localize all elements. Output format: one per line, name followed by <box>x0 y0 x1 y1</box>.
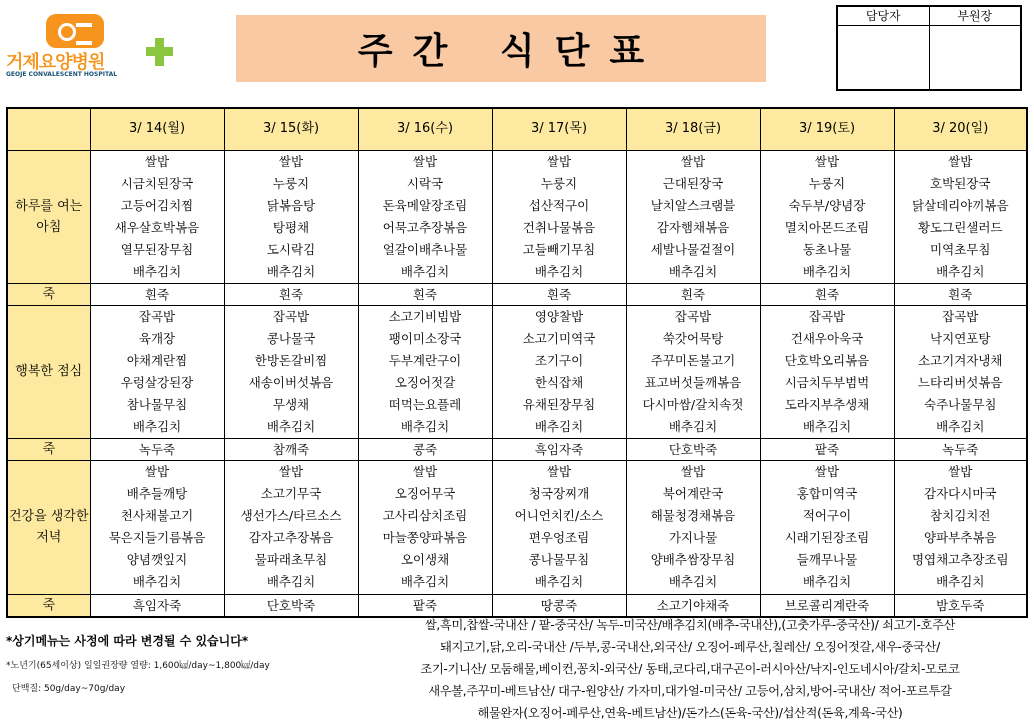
calorie-note: *노년기(65세이상) 일일권장량 열량: 1,600㎉/day~1,800㎉/day <box>6 661 270 671</box>
meal-cell <box>626 305 760 438</box>
meal-cell <box>358 305 492 438</box>
porridge-cell: 단호박죽 <box>224 594 358 617</box>
porridge-cell: 밤호두죽 <box>894 594 1027 617</box>
menu-item: 배추김치 <box>936 573 985 589</box>
menu-item: 건새우아욱국 <box>790 330 864 346</box>
approval-sign-vice-director <box>929 25 1021 90</box>
menu-item: 참나물무침 <box>126 396 188 412</box>
menu-item: 쌀밥 <box>412 463 438 479</box>
meal-cell <box>224 305 358 438</box>
menu-item: 배추김치 <box>132 418 182 434</box>
menu-item: 오징어무국 <box>394 485 456 501</box>
meal-cell <box>626 150 760 283</box>
menu-item: 쌀밥 <box>680 463 706 479</box>
menu-item: 배추김치 <box>400 573 450 589</box>
menu-item: 도라지부추생채 <box>784 396 870 412</box>
menu-item: 양파부추볶음 <box>924 529 997 545</box>
menu-item: 쌀밥 <box>546 463 572 479</box>
menu-item: 쌀밥 <box>412 153 438 169</box>
porridge-cell: 녹두죽 <box>90 438 224 460</box>
meal-cell <box>90 305 224 438</box>
menu-item: 낙지연포탕 <box>930 330 991 346</box>
menu-item: 가지나물 <box>668 529 718 545</box>
date-mon: 3/ 14(월) <box>90 108 224 150</box>
menu-item: 배추김치 <box>266 573 316 589</box>
menu-item: 묵은지들기름볶음 <box>108 529 206 545</box>
meal-cell <box>90 460 224 594</box>
menu-item: 닭볶음탕 <box>266 197 316 213</box>
menu-item: 시금치두부범벅 <box>784 374 870 390</box>
meal-cell <box>894 460 1027 594</box>
menu-item: 다시마쌈/갈치속젓 <box>642 396 744 412</box>
date-header-row <box>7 108 1027 150</box>
porridge-cell: 팥죽 <box>358 594 492 617</box>
menu-item: 천사채불고기 <box>120 507 194 523</box>
meal-label: 죽 <box>7 594 90 617</box>
menu-item: 편우엉조림 <box>528 529 590 545</box>
porridge-cell: 땅콩죽 <box>492 594 626 617</box>
menu-item: 한식잡채 <box>534 374 584 390</box>
meal-cell <box>358 460 492 594</box>
menu-item: 멸치아몬드조림 <box>784 219 870 235</box>
menu-item: 새송이버섯볶음 <box>248 374 334 390</box>
meal-cell <box>492 460 626 594</box>
menu-item: 팽이미소장국 <box>388 330 462 346</box>
date-wed: 3/ 16(수) <box>358 108 492 150</box>
menu-item: 잡곡밥 <box>808 308 846 324</box>
menu-item: 콩나물무침 <box>528 551 590 567</box>
notes <box>6 632 336 694</box>
meal-cell <box>760 305 894 438</box>
menu-item: 시금치된장국 <box>120 175 194 191</box>
menu-item: 감자고추장볶음 <box>248 529 334 545</box>
porridge-cell: 흑임자죽 <box>492 438 626 460</box>
menu-item: 숙주나물무침 <box>924 396 997 412</box>
meal-cell <box>760 460 894 594</box>
origin-line: 쌀,흑미,찹쌀-국내산 / 팥-중국산/ 녹두-미국산/배추김치(배추-국내산),(고춧가루-중국산)/ 쇠고기-호주산 <box>424 618 956 632</box>
menu-item: 도시락김 <box>266 241 316 257</box>
meal-cell <box>224 460 358 594</box>
origin-line: 조기-기니산/ 모둠해물,베이컨,꽁치-외국산/ 동태,코다리,대구곤이-러시아산/낙지-인도네시아/갈치-모로코 <box>420 662 960 676</box>
menu-item: 잡곡밥 <box>674 308 712 324</box>
menu-item: 배추김치 <box>534 418 584 434</box>
menu-item: 주꾸미돈불고기 <box>650 352 736 368</box>
porridge-cell: 흰죽 <box>492 283 626 305</box>
menu-item: 야채계란찜 <box>126 352 188 368</box>
menu-item: 시래기된장조림 <box>784 529 870 545</box>
menu-item: 황도그린샐러드 <box>917 219 1003 235</box>
menu-item: 명엽채고추장조림 <box>911 551 1009 567</box>
menu-item: 고사리삼치조림 <box>382 507 468 523</box>
menu-item: 단호박오리볶음 <box>784 352 870 368</box>
date-tue: 3/ 15(화) <box>224 108 358 150</box>
menu-item: 누룽지 <box>808 175 846 191</box>
logo-badge-icon <box>46 14 104 48</box>
date-sun: 3/ 20(일) <box>894 108 1027 150</box>
hospital-logo <box>6 10 176 80</box>
menu-item: 배추김치 <box>802 573 852 589</box>
menu-item: 쌀밥 <box>948 463 973 479</box>
meal-cell <box>760 150 894 283</box>
porridge-cell: 브로콜리계란죽 <box>760 594 894 617</box>
menu-item: 오징어젓갈 <box>394 374 456 390</box>
menu-item: 물파래초무침 <box>254 551 328 567</box>
corner-cell <box>7 108 90 150</box>
menu-item: 우렁살강된장 <box>120 374 194 390</box>
menu-item: 얼갈이배추나물 <box>382 241 468 257</box>
meal-label: 행복한 점심 <box>7 305 90 438</box>
page-title: 주간 식단표 <box>357 31 665 72</box>
approval-label-vice-director: 부원장 <box>929 6 1021 25</box>
menu-item: 어니언치킨/소스 <box>514 507 604 523</box>
date-fri: 3/ 18(금) <box>626 108 760 150</box>
menu-item: 양념깻잎지 <box>126 551 188 567</box>
weekly-menu-table <box>6 107 1028 618</box>
menu-item: 무생채 <box>272 396 310 412</box>
menu-item: 쌀밥 <box>814 153 840 169</box>
menu-item: 배추김치 <box>266 263 316 279</box>
breakfast-porridge-row <box>7 283 1027 305</box>
menu-item: 잡곡밥 <box>138 308 176 324</box>
menu-item: 표고버섯들깨볶음 <box>644 374 742 390</box>
menu-item: 배추김치 <box>668 573 718 589</box>
menu-item: 배추김치 <box>400 418 450 434</box>
porridge-cell: 흑임자죽 <box>90 594 224 617</box>
meal-cell <box>894 150 1027 283</box>
menu-item: 해물청경채볶음 <box>650 507 736 523</box>
menu-item: 섭산적구이 <box>528 197 590 213</box>
menu-item: 호박된장국 <box>930 175 991 191</box>
menu-item: 배추김치 <box>936 263 985 279</box>
menu-item: 배추김치 <box>936 418 985 434</box>
menu-item: 시락국 <box>406 175 444 191</box>
menu-item: 돈육메알장조림 <box>382 197 468 213</box>
menu-item: 한방돈갈비찜 <box>254 352 328 368</box>
menu-item: 새우살호박볶음 <box>114 219 200 235</box>
meal-cell <box>224 150 358 283</box>
menu-item: 느타리버섯볶음 <box>917 374 1003 390</box>
menu-item: 쌀밥 <box>278 153 304 169</box>
origin-info <box>350 614 1030 724</box>
menu-item: 배추김치 <box>132 573 182 589</box>
menu-item: 닭살데리야끼볶음 <box>911 197 1009 213</box>
menu-item: 소고기비빔밥 <box>388 308 462 324</box>
medical-cross-icon <box>144 30 174 70</box>
logo-name: 거제요양병원 <box>6 52 105 73</box>
approval-sign-manager <box>837 25 929 90</box>
menu-item: 고들빼기무침 <box>522 241 596 257</box>
porridge-cell: 녹두죽 <box>894 438 1027 460</box>
menu-item: 배추들깨탕 <box>126 485 188 501</box>
lunch-row <box>7 305 1027 438</box>
menu-item: 감자햄채볶음 <box>656 219 730 235</box>
meal-cell <box>358 150 492 283</box>
menu-item: 어묵고추장볶음 <box>382 219 468 235</box>
menu-item: 마늘쫑양파볶음 <box>382 529 468 545</box>
porridge-cell: 팥죽 <box>760 438 894 460</box>
menu-item: 누룽지 <box>272 175 310 191</box>
menu-item: 오이생채 <box>400 551 450 567</box>
menu-item: 미역초무침 <box>930 241 991 257</box>
porridge-cell: 참깨죽 <box>224 438 358 460</box>
menu-item: 배추김치 <box>668 418 718 434</box>
meal-label: 죽 <box>7 438 90 460</box>
porridge-cell: 흰죽 <box>358 283 492 305</box>
menu-item: 근대된장국 <box>662 175 724 191</box>
menu-item: 열무된장무침 <box>120 241 194 257</box>
menu-item: 쌀밥 <box>546 153 572 169</box>
menu-item: 탕평채 <box>272 219 310 235</box>
page-title-box <box>236 15 766 82</box>
menu-item: 건취나물볶음 <box>522 219 596 235</box>
breakfast-row <box>7 150 1027 283</box>
menu-item: 홍합미역국 <box>796 485 858 501</box>
menu-item: 소고기미역국 <box>522 330 596 346</box>
porridge-cell: 흰죽 <box>224 283 358 305</box>
menu-item: 배추김치 <box>132 263 182 279</box>
menu-item: 쑥갓어묵탕 <box>662 330 724 346</box>
porridge-cell: 단호박죽 <box>626 438 760 460</box>
meal-cell <box>894 305 1027 438</box>
menu-item: 쌀밥 <box>144 463 170 479</box>
meal-cell <box>492 150 626 283</box>
menu-item: 배추김치 <box>266 418 316 434</box>
porridge-cell: 흰죽 <box>894 283 1027 305</box>
meal-cell <box>90 150 224 283</box>
origin-line: 새우볼,주꾸미-베트남산/ 대구-원양산/ 가자미,대가얼-미국산/ 고등어,삼치,방어-국내산/ 적어-포르투갈 <box>428 684 952 698</box>
menu-item: 날치알스크램블 <box>650 197 736 213</box>
menu-item: 적어구이 <box>802 507 852 523</box>
menu-item: 참치김치전 <box>930 507 991 523</box>
meal-label: 죽 <box>7 283 90 305</box>
lunch-porridge-row <box>7 438 1027 460</box>
menu-item: 쌀밥 <box>814 463 840 479</box>
menu-item: 두부계란구이 <box>388 352 462 368</box>
menu-item: 세발나물겉절이 <box>650 241 736 257</box>
approval-label-manager: 담당자 <box>837 6 929 25</box>
menu-item: 감자다시마국 <box>924 485 997 501</box>
menu-item: 배추김치 <box>534 573 584 589</box>
menu-item: 배추김치 <box>400 263 450 279</box>
menu-item: 조기구이 <box>534 352 584 368</box>
porridge-cell: 흰죽 <box>626 283 760 305</box>
menu-item: 소고기겨자냉채 <box>917 352 1003 368</box>
meal-cell <box>626 460 760 594</box>
meal-label: 하루를 여는 아침 <box>7 150 90 283</box>
menu-item: 쌀밥 <box>948 153 973 169</box>
menu-item: 배추김치 <box>668 263 718 279</box>
menu-item: 북어계란국 <box>662 485 724 501</box>
origin-line: 해물완자(오징어-페루산,연육-베트남산)/돈가스(돈육-국산)/섭산적(돈육,계육-국산) <box>477 706 903 720</box>
dinner-row <box>7 460 1027 594</box>
logo-subtitle: GEOJE CONVALESCENT HOSPITAL <box>6 71 118 78</box>
menu-item: 고등어김치찜 <box>120 197 194 213</box>
meal-label: 건강을 생각한 저녁 <box>7 460 90 594</box>
date-thu: 3/ 17(목) <box>492 108 626 150</box>
date-sat: 3/ 19(토) <box>760 108 894 150</box>
approval-box <box>836 5 1022 91</box>
menu-item: 떠먹는요플레 <box>388 396 462 412</box>
menu-item: 배추김치 <box>802 263 852 279</box>
menu-item: 쌀밥 <box>144 153 170 169</box>
menu-item: 누룽지 <box>540 175 578 191</box>
menu-item: 잡곡밥 <box>942 308 979 324</box>
menu-item: 육개장 <box>138 330 176 346</box>
menu-item: 소고기무국 <box>260 485 322 501</box>
porridge-cell: 콩죽 <box>358 438 492 460</box>
menu-item: 청국장찌개 <box>528 485 590 501</box>
menu-item: 생선가스/타르소스 <box>240 507 342 523</box>
menu-item: 영양찰밥 <box>534 308 584 324</box>
menu-item: 배추김치 <box>802 418 852 434</box>
menu-item: 콩나물국 <box>266 330 316 346</box>
menu-item: 숙두부/양념장 <box>788 197 866 213</box>
porridge-cell: 소고기야채죽 <box>626 594 760 617</box>
menu-item: 잡곡밥 <box>272 308 310 324</box>
porridge-cell: 흰죽 <box>90 283 224 305</box>
menu-item: 쌀밥 <box>680 153 706 169</box>
menu-item: 배추김치 <box>534 263 584 279</box>
menu-item: 들깨무나물 <box>796 551 858 567</box>
menu-item: 양배추쌈장무침 <box>650 551 736 567</box>
menu-item: 쌀밥 <box>278 463 304 479</box>
meal-cell <box>492 305 626 438</box>
origin-line: 돼지고기,닭,오리-국내산 /두부,콩-국내산,외국산/ 오징어-페루산,칠레산/ 오징어젓갈,새우-중국산/ <box>440 640 940 654</box>
menu-item: 유채된장무침 <box>522 396 596 412</box>
porridge-cell: 흰죽 <box>760 283 894 305</box>
protein-note: 단백질: 50g/day~70g/day <box>12 684 126 694</box>
menu-change-note: *상기메뉴는 사정에 따라 변경될 수 있습니다* <box>6 634 249 648</box>
menu-item: 동초나물 <box>802 241 852 257</box>
